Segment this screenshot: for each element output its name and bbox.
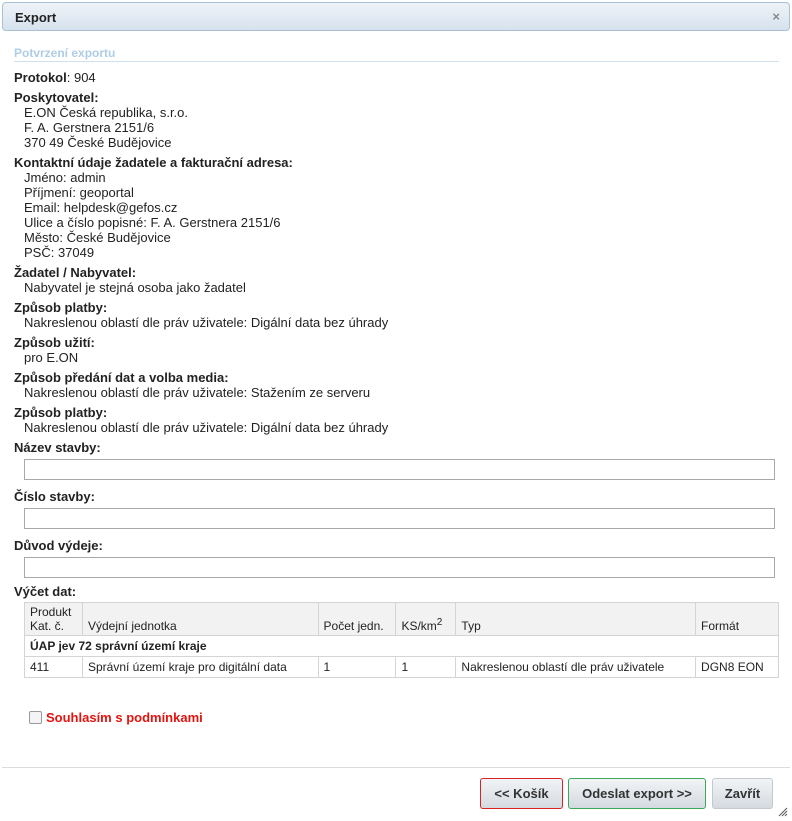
payment-value: Nakreslenou oblastí dle práv uživatele: Digální data bez úhrady — [24, 315, 389, 330]
cell-unit: Správní území kraje pro digitální data — [82, 657, 318, 678]
table-row — [25, 657, 779, 678]
building-number-input[interactable] — [24, 508, 775, 529]
contact-line: PSČ: 37049 — [24, 245, 95, 260]
agree-label[interactable]: Souhlasím s podmínkami — [46, 710, 203, 725]
contact-line: Město: České Budějovice — [24, 230, 171, 245]
agree-terms[interactable] — [29, 710, 203, 725]
delivery-block — [14, 370, 779, 400]
provider-line: 370 49 České Budějovice — [24, 135, 172, 150]
export-confirmation — [14, 70, 779, 678]
usage-label: Způsob užití: — [14, 335, 95, 350]
delivery-value: Nakreslenou oblastí dle práv uživatele: Stažením ze serveru — [24, 385, 371, 400]
data-table — [24, 602, 779, 678]
payment-label-2: Způsob platby: — [14, 405, 108, 420]
reason-input[interactable] — [24, 557, 775, 578]
contact-line: Jméno: admin — [24, 170, 106, 185]
applicant-label: Žadatel / Nabyvatel: — [14, 265, 137, 280]
contact-line: Email: helpdesk@gefos.cz — [24, 200, 178, 215]
agree-checkbox[interactable] — [29, 711, 42, 724]
protocol-row: Protokol: 904 — [14, 70, 96, 85]
col-product: Produkt Kat. č. — [25, 603, 83, 636]
dialog-titlebar — [2, 2, 790, 31]
section-title: Potvrzení exportu — [14, 46, 779, 62]
applicant-block — [14, 265, 779, 295]
dialog-title: Export — [15, 10, 57, 25]
table-group-row — [25, 636, 779, 657]
delivery-label: Způsob předání dat a volba media: — [14, 370, 229, 385]
payment-block — [14, 300, 779, 330]
usage-value: pro E.ON — [24, 350, 79, 365]
cell-product: 411 — [25, 657, 83, 678]
provider-line: F. A. Gerstnera 2151/6 — [24, 120, 155, 135]
building-name-input[interactable] — [24, 459, 775, 480]
building-number-label: Číslo stavby: — [14, 489, 95, 504]
col-unit: Výdejní jednotka — [82, 603, 318, 636]
reason-label: Důvod výdeje: — [14, 538, 103, 553]
cell-format: DGN8 EON — [696, 657, 779, 678]
protocol-label: Protokol — [14, 70, 67, 85]
col-count: Počet jedn. — [318, 603, 396, 636]
payment-label: Způsob platby: — [14, 300, 108, 315]
cell-count: 1 — [318, 657, 396, 678]
data-list-label: Výčet dat: — [14, 584, 77, 599]
col-ks: $KS/km^2$ — [396, 603, 456, 636]
contact-label: Kontaktní údaje žadatele a fakturační adresa: — [14, 155, 293, 170]
usage-block — [14, 335, 779, 365]
applicant-value: Nabyvatel je stejná osoba jako žadatel — [24, 280, 246, 295]
payment-value-2: Nakreslenou oblastí dle práv uživatele: Digální data bez úhrady — [24, 420, 389, 435]
table-header-row — [25, 603, 779, 636]
send-export-button[interactable]: Odeslat export >> — [568, 778, 706, 809]
group-title: ÚAP jev 72 správní území kraje — [25, 636, 779, 657]
provider-label: Poskytovatel: — [14, 90, 99, 105]
col-type: Typ — [456, 603, 696, 636]
contact-line: Ulice a číslo popisné: F. A. Gerstnera 2151/6 — [24, 215, 281, 230]
footer-divider — [2, 767, 790, 768]
provider-block — [14, 90, 779, 150]
contact-line: Příjmení: geoportal — [24, 185, 134, 200]
payment-block-2 — [14, 405, 779, 435]
building-name-label: Název stavby: — [14, 440, 101, 455]
back-to-cart-button[interactable]: << Košík — [480, 778, 563, 809]
close-button[interactable]: Zavřít — [712, 778, 773, 809]
contact-block — [14, 155, 779, 260]
cell-ks: 1 — [396, 657, 456, 678]
close-icon[interactable]: × — [772, 9, 780, 24]
cell-type: Nakreslenou oblastí dle práv uživatele — [456, 657, 696, 678]
col-format: Formát — [696, 603, 779, 636]
protocol-value: 904 — [73, 70, 96, 85]
resize-handle-icon[interactable] — [778, 807, 788, 817]
provider-line: E.ON Česká republika, s.r.o. — [24, 105, 189, 120]
